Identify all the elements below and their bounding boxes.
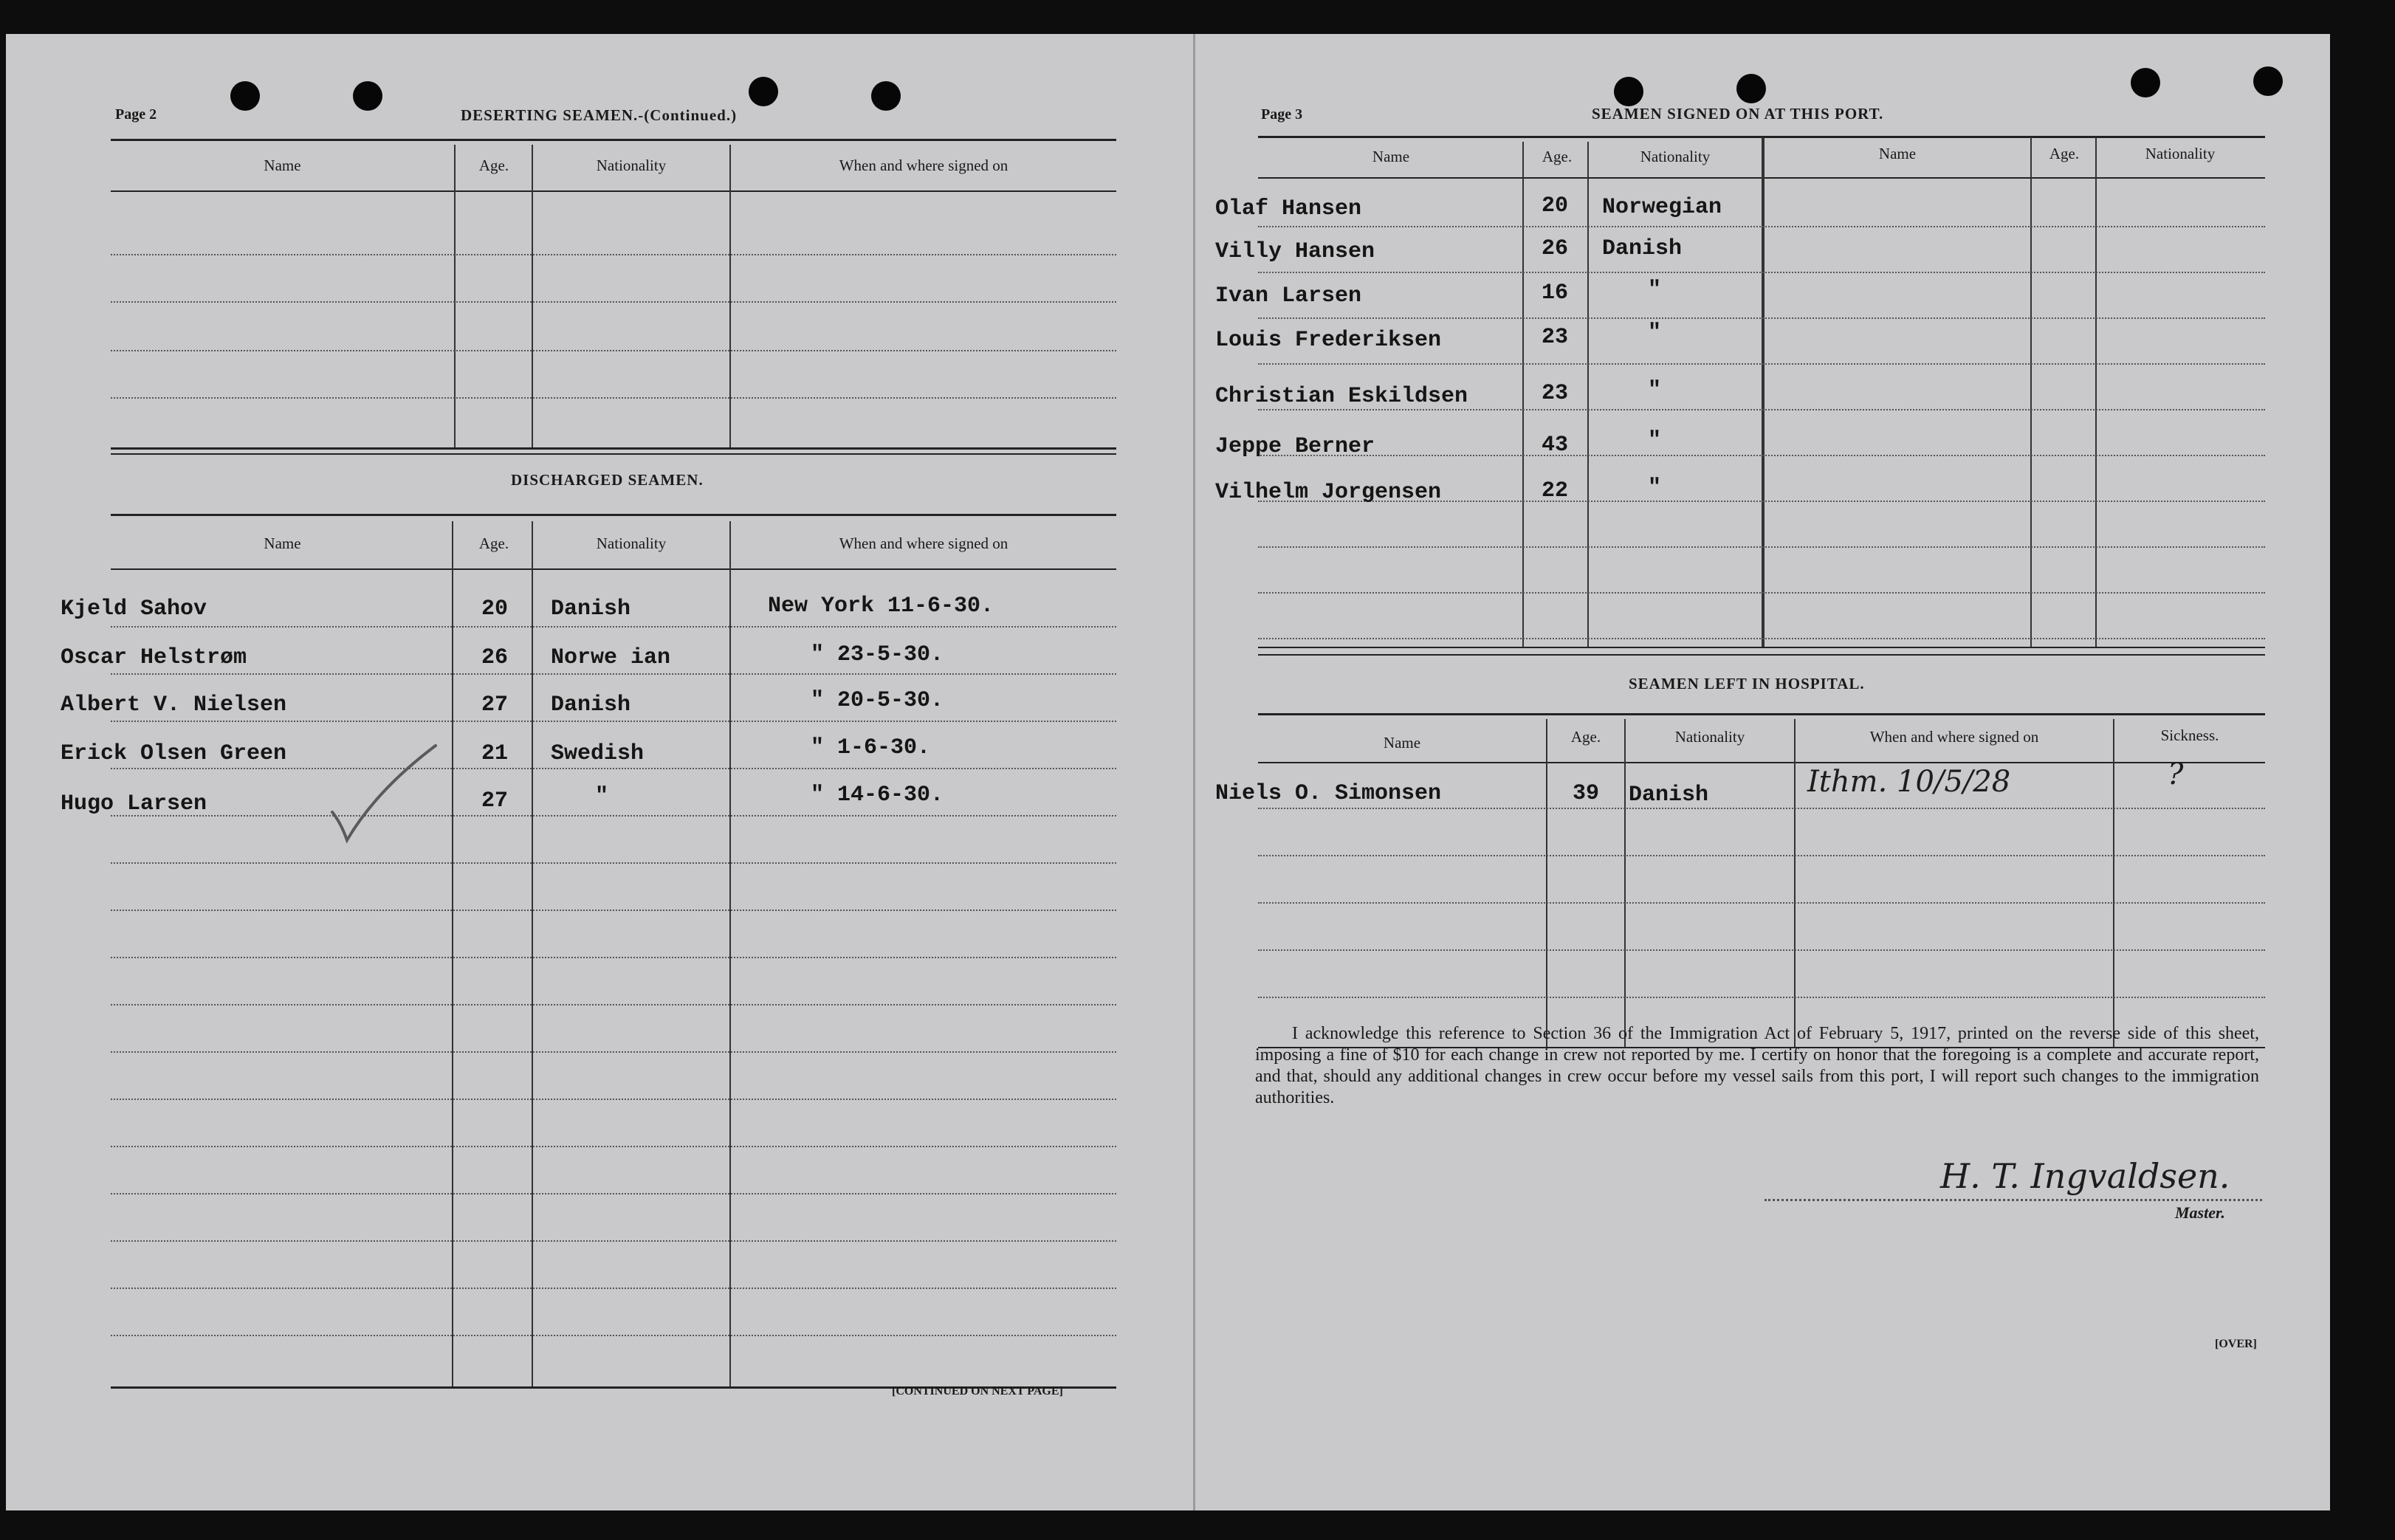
seaman-age: 27 [481,788,509,814]
seaman-name: Niels O. Simonsen [1215,781,1442,806]
seaman-signed-on: " 23-5-30. [811,642,944,667]
acknowledgment-text: I acknowledge this reference to Section 36 of the Immigration Act of February 5, 1917, printed on the reverse side of this sheet, imposing a fine of $10 for each change in crew not reported by me. I certify on honor that the foregoing is a complete and accurate report, and that, should any additional changes in crew occur before my vessel sails from this port, I will report such changes to the immigration authorities. [1255,1024,2259,1107]
row-rule [111,768,1116,769]
seaman-nationality: Danish [551,692,631,718]
row-rule [1258,592,2265,594]
seaman-signed-on: Ithm. 10/5/28 [1807,765,2011,799]
rule [111,453,1116,455]
punch-hole [1614,77,1643,106]
row-rule [111,1004,1116,1006]
seaman-name: Kjeld Sahov [61,597,207,622]
over-note: [OVER] [2215,1338,2257,1350]
seaman-nationality: " [1648,278,1662,303]
seaman-nationality: Danish [551,597,631,622]
seaman-age: 26 [481,645,509,670]
row-rule [1258,272,2265,273]
seaman-nationality: Danish [1602,236,1683,261]
punch-hole [2253,66,2283,96]
col-age: Age. [1542,148,1573,165]
seaman-signed-on: " 14-6-30. [811,783,944,808]
rule [111,447,1116,450]
seaman-name: Albert V. Nielsen [61,692,287,718]
col-name: Name [264,157,301,174]
column-rule [532,521,533,1386]
seaman-age: 22 [1542,478,1569,503]
row-rule [1258,226,2265,227]
seaman-age: 16 [1542,281,1569,306]
seaman-nationality: Norwe ian [551,645,671,670]
row-rule [111,1099,1116,1100]
seaman-name: Olaf Hansen [1215,196,1362,221]
seaman-nationality: Swedish [551,741,645,766]
seaman-name: Christian Eskildsen [1215,384,1468,409]
col-signed: When and where signed on [839,534,1008,552]
seaman-name: Vilhelm Jorgensen [1215,480,1442,505]
column-rule [452,521,453,1386]
row-rule [111,350,1116,351]
punch-hole [353,81,382,111]
row-rule [111,1335,1116,1336]
punch-hole [2131,68,2160,97]
signature-line [1765,1199,2262,1201]
rule [1258,647,2265,648]
seaman-age: 26 [1542,236,1569,261]
seaman-age: 27 [481,692,509,718]
row-rule [1258,902,2265,904]
col-nationality: Nationality [596,534,667,552]
seaman-name: Hugo Larsen [61,791,207,817]
seaman-name: Louis Frederiksen [1215,328,1442,353]
seaman-age: 20 [481,597,509,622]
col-name: Name [264,534,301,552]
page-number: Page 3 [1261,106,1303,123]
hospital-title: SEAMEN LEFT IN HOSPITAL. [1629,675,1865,692]
row-rule [1258,638,2265,639]
col-nationality: Nationality [1640,148,1711,165]
punch-hole [1736,74,1766,103]
seaman-age: 23 [1542,325,1569,350]
seaman-name: Ivan Larsen [1215,283,1362,309]
seaman-nationality: Norwegian [1602,195,1722,220]
col-sickness: Sickness. [2160,726,2219,744]
col-nationality: Nationality [1674,728,1745,746]
column-rule [1587,142,1589,648]
row-rule [111,626,1116,628]
signed-on-title: SEAMEN SIGNED ON AT THIS PORT. [1592,105,1884,123]
seaman-signed-on: " 20-5-30. [811,688,944,713]
seaman-nationality: " [1648,428,1662,453]
seaman-age: 23 [1542,381,1569,406]
seaman-name: Jeppe Berner [1215,434,1375,459]
row-rule [111,957,1116,958]
seaman-nationality: " [1648,320,1662,346]
column-rule [454,145,456,447]
seaman-name: Villy Hansen [1215,239,1375,264]
master-signature: H. T. Ingvaldsen. [1940,1156,2230,1196]
seaman-nationality: Danish [1629,783,1709,808]
col-age: Age. [478,534,509,552]
check-mark-icon [325,738,443,849]
row-rule [1258,997,2265,998]
row-rule [111,1240,1116,1242]
seaman-age: 43 [1542,433,1569,458]
col-name: Name [1878,145,1917,162]
seaman-age: 20 [1542,193,1569,219]
row-rule [111,862,1116,864]
seaman-age: 39 [1573,781,1600,806]
row-rule [111,815,1116,817]
seaman-age: 21 [481,741,509,766]
row-rule [1258,808,2265,809]
continued-note: [CONTINUED ON NEXT PAGE] [892,1385,1063,1398]
column-rule [532,145,533,447]
punch-hole [230,81,260,111]
row-rule [111,254,1116,255]
row-rule [111,673,1116,675]
row-rule [1258,949,2265,951]
row-rule [1258,455,2265,456]
row-rule [111,1288,1116,1289]
col-nationality: Nationality [596,157,667,174]
punch-hole [871,81,901,111]
row-rule [111,1193,1116,1194]
seaman-nationality: " [1648,378,1662,403]
col-age: Age. [478,157,509,174]
column-rule [729,145,731,447]
col-age: Age. [2049,145,2080,162]
seaman-name: Oscar Helstrøm [61,645,247,670]
row-rule [1258,546,2265,548]
row-rule [1258,363,2265,365]
seaman-nationality: " [595,784,609,809]
col-age: Age. [1570,728,1601,746]
row-rule [111,910,1116,911]
rule [1258,654,2265,656]
col-signed: When and where signed on [839,157,1008,174]
rule [111,190,1116,192]
deserting-title: DESERTING SEAMEN.-(Continued.) [461,106,738,124]
page-number: Page 2 [115,106,157,123]
seaman-sickness: ? [2168,757,2184,791]
row-rule [111,1146,1116,1147]
column-rule [2030,137,2032,648]
rule [111,514,1116,516]
row-rule [111,721,1116,722]
col-nationality: Nationality [2145,145,2216,162]
column-rule [2095,137,2097,648]
column-rule [729,521,731,1386]
row-rule [111,301,1116,303]
seaman-signed-on: New York 11-6-30. [768,594,994,619]
row-rule [111,397,1116,399]
seaman-name: Erick Olsen Green [61,741,287,766]
master-label: Master. [2175,1203,2225,1222]
row-rule [1258,317,2265,319]
column-rule [1522,142,1524,648]
col-name: Name [1383,734,1421,752]
seaman-nationality: " [1648,475,1662,501]
row-rule [1258,855,2265,856]
column-rule [1762,137,1765,648]
rule [111,139,1116,141]
page-fold [1193,34,1195,1510]
col-signed: When and where signed on [1869,728,2039,746]
punch-hole [749,77,778,106]
col-name: Name [1372,148,1410,165]
seaman-signed-on: " 1-6-30. [811,735,931,760]
discharged-title: DISCHARGED SEAMEN. [511,471,704,489]
rule [111,568,1116,570]
row-rule [1258,409,2265,410]
rule [1258,713,2265,715]
row-rule [111,1051,1116,1053]
